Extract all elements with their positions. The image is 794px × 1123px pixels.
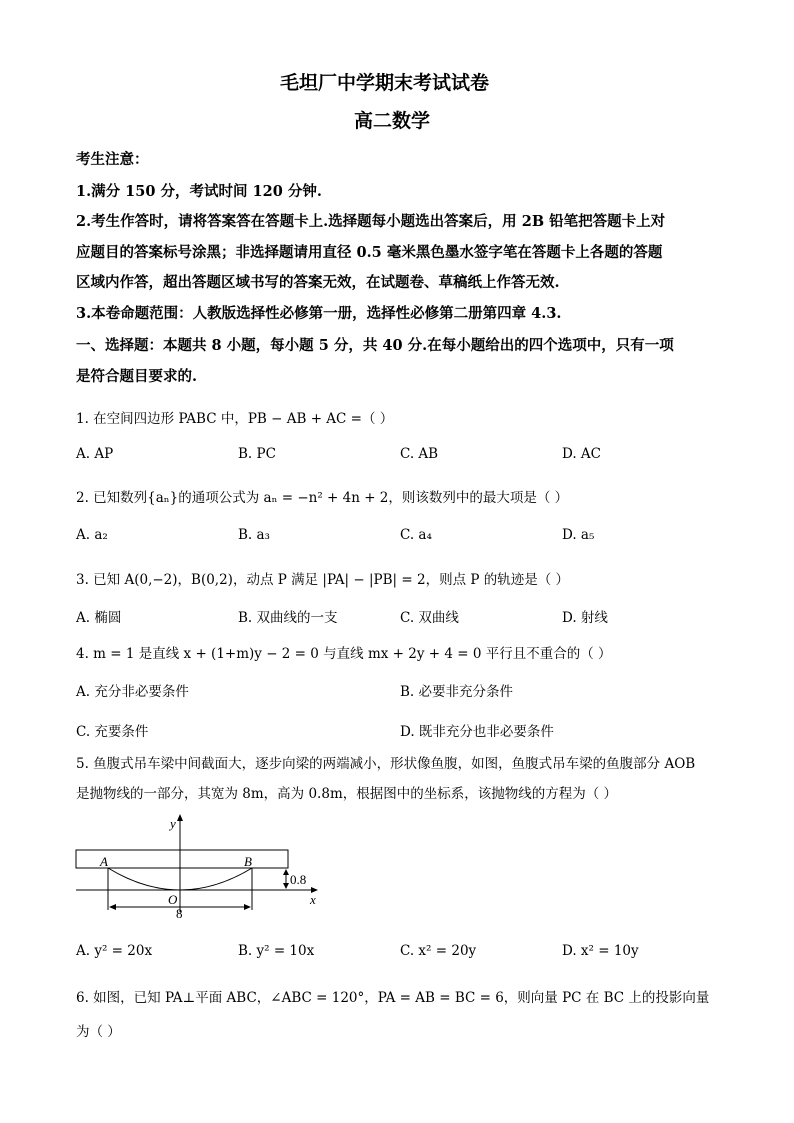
q1-option-c: C. AB: [400, 446, 439, 462]
fig-label-y: y: [170, 816, 176, 831]
q5-option-d: D. x² = 10y: [562, 943, 639, 959]
q3-stem: 3. 已知 A(0,−2)，B(0,2)，动点 P 满足 |PA| − |PB| = 2，则点 P 的轨迹是（ ）: [76, 572, 570, 588]
q1-stem: 1. 在空间四边形 PABC 中，PB − AB + AC =（ ）: [76, 411, 394, 427]
q3-option-b: B. 双曲线的一支: [238, 610, 338, 626]
note-2-line-2: 应题目的答案标号涂黑；非选择题请用直径 0.5 毫米黑色墨水签字笔在答题卡上各题的答题: [76, 244, 663, 261]
section-1-line-2: 是符合题目要求的.: [76, 368, 198, 385]
q5-figure: [72, 812, 332, 922]
notes-heading: 考生注意：: [76, 151, 149, 168]
note-2-line-1: 2.考生作答时，请将答案答在答题卡上.选择题每小题选出答案后，用 2B 铅笔把答题卡上对: [76, 213, 666, 230]
q5-option-c: C. x² = 20y: [400, 943, 477, 959]
fig-label-a: A: [100, 854, 108, 869]
q2-stem: 2. 已知数列{aₙ}的通项公式为 aₙ = −n² + 4n + 2，则该数列中的最大项是（ ）: [76, 490, 569, 506]
note-1: 1.满分 150 分，考试时间 120 分钟.: [76, 183, 322, 200]
q3-option-a: A. 椭圆: [76, 610, 122, 626]
q3-option-d: D. 射线: [562, 610, 608, 626]
q4-stem: 4. m = 1 是直线 x + (1+m)y − 2 = 0 与直线 mx + 2y + 4 = 0 平行且不重合的（ ）: [76, 646, 612, 662]
q5-option-b: B. y² = 10x: [238, 943, 315, 959]
q4-option-a: A. 充分非必要条件: [76, 684, 189, 700]
page-title: 毛坦厂中学期末考试试卷: [280, 72, 490, 94]
q1-option-a: A. AP: [76, 446, 114, 462]
note-3: 3.本卷命题范围：人教版选择性必修第一册，选择性必修第二册第四章 4.3.: [76, 305, 562, 322]
q4-option-b: B. 必要非充分条件: [400, 684, 514, 700]
q2-option-c: C. a₄: [400, 527, 432, 543]
q4-option-c: C. 充要条件: [76, 724, 149, 740]
q4-option-d: D. 既非充分也非必要条件: [400, 724, 554, 740]
fig-label-height: 0.8: [290, 872, 307, 887]
fig-label-width: 8: [176, 906, 183, 921]
q1-option-d: D. AC: [562, 446, 602, 462]
q6-line-1: 6. 如图，已知 PA⊥平面 ABC，∠ABC = 120°，PA = AB = BC = 6，则向量 PC 在 BC 上的投影向量: [76, 990, 710, 1006]
q5-option-a: A. y² = 20x: [76, 943, 153, 959]
q6-line-2: 为（ ）: [76, 1024, 121, 1040]
section-1-line-1: 一、选择题：本题共 8 小题，每小题 5 分，共 40 分.在每小题给出的四个选项中，只有一项: [76, 337, 674, 354]
fig-label-o: O: [168, 892, 178, 907]
q2-option-b: B. a₃: [238, 527, 270, 543]
q5-line-1: 5. 鱼腹式吊车梁中间截面大，逐步向梁的两端减小，形状像鱼腹，如图，鱼腹式吊车梁的鱼腹部分 AOB: [76, 756, 696, 772]
page-subtitle: 高二数学: [354, 110, 431, 132]
q3-option-c: C. 双曲线: [400, 610, 459, 626]
fig-label-b: B: [244, 854, 252, 869]
q5-line-2: 是抛物线的一部分，其宽为 8m，高为 0.8m，根据图中的坐标系，该抛物线的方程为（ ）: [76, 786, 618, 802]
note-2-line-3: 区域内作答，超出答题区域书写的答案无效，在试题卷、草稿纸上作答无效.: [76, 274, 560, 291]
fig-label-x: x: [310, 892, 316, 907]
q2-option-a: A. a₂: [76, 527, 108, 543]
q1-option-b: B. PC: [238, 446, 276, 462]
q2-option-d: D. a₅: [562, 527, 595, 543]
